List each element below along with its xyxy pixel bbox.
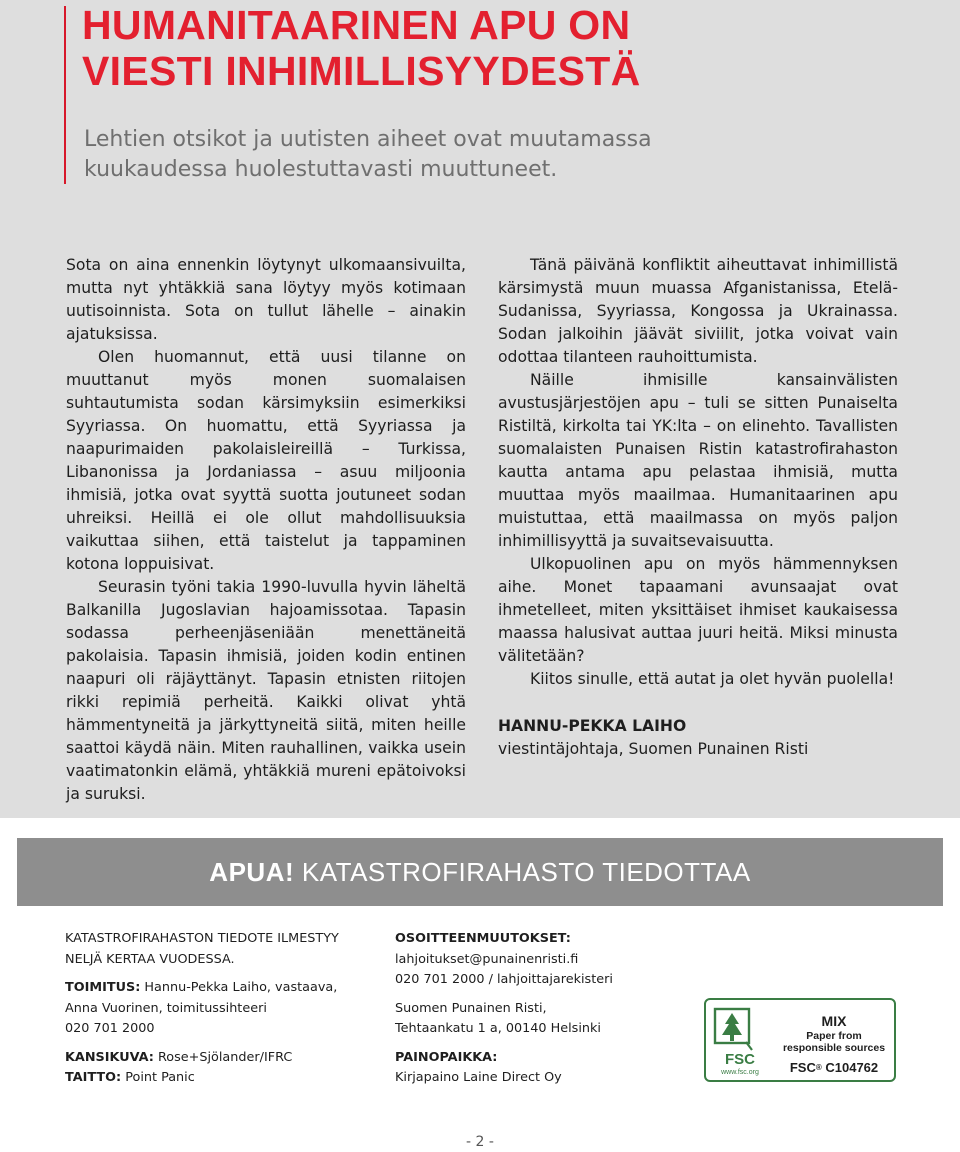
banner-text: KATASTROFIRAHASTO TIEDOTTAA <box>294 857 751 887</box>
address-email: lahjoitukset@punainenristi.fi <box>395 951 579 967</box>
editors-phone: 020 701 2000 <box>65 1021 155 1036</box>
fsc-mix: MIX <box>821 1013 847 1029</box>
headline-line-2: VIESTI INHIMILLISYYDESTÄ <box>82 48 641 94</box>
article-column-left <box>66 254 466 806</box>
page-number: - 2 - <box>466 1134 494 1150</box>
layout-value: Point Panic <box>121 1070 195 1085</box>
fsc-paper-line-2: responsible sources <box>782 1042 886 1054</box>
fsc-reg-mark: ® <box>815 1063 822 1072</box>
section-banner <box>17 838 943 906</box>
headline <box>82 2 640 94</box>
fsc-label <box>704 998 896 1082</box>
colophon-left <box>65 929 375 1089</box>
org-name: Suomen Punainen Risti, <box>395 1000 547 1016</box>
headline-line-1: HUMANITAARINEN APU ON <box>82 2 631 48</box>
address-label-text: OSOITTEENMUUTOKSET: <box>395 931 571 946</box>
print-label-text: PAINOPAIKKA: <box>395 1049 498 1065</box>
editors-label: TOIMITUS: <box>65 980 141 995</box>
paragraph: Kiitos sinulle, että autat ja olet hyvän puolella! <box>530 670 895 688</box>
paragraph: Näille ihmisille kansainvälisten avustusjärjestöjen apu – tuli se sitten Punaiselta Ristiltä, kirkolta tai YK:lta – on elinehto. Tavallisten suomalaisten Punaisen Ristin katastrofirahaston kautta antama apu pelastaa ihmisiä, mutta muuttaa myös maailmaa. Humanitaarinen apu muistuttaa, että maailmassa on myös paljon inhimillisyyttä ja suvaitsevaisuutta. <box>498 371 898 550</box>
lead-line-2: kuukaudessa huolestuttavasti muuttuneet. <box>84 157 558 182</box>
editors-line <box>65 978 375 999</box>
paragraph: Sota on aina ennenkin löytynyt ulkomaansivuilta, mutta nyt yhtäkkiä sana löytyy myös kotimaan uutisoinnista. Sota on tullut lähelle – ainakin ajatuksissa. <box>66 256 466 343</box>
banner-bold: APUA! <box>209 857 295 887</box>
address-phone: 020 701 2000 / lahjoittajarekisteri <box>395 972 613 987</box>
paragraph: Tänä päivänä konfliktit aiheuttavat inhimillistä kärsimystä muun muassa Afganistanissa, Etelä-Sudanissa, Syyriassa, Kongossa ja Ukrainassa. Sodan jalkoihin jäävät siviilit, jotka voivat vain odottaa tilanteen rauhoittumista. <box>498 256 898 366</box>
editors-line-2: Anna Vuorinen, toimitussihteeri <box>65 1000 267 1016</box>
cover-label: KANSIKUVA: <box>65 1049 154 1065</box>
issue-line: KATASTROFIRAHASTON TIEDOTE ILMESTYY <box>65 931 339 946</box>
print-value: Kirjapaino Laine Direct Oy <box>395 1070 562 1085</box>
issue-line: NELJÄ KERTAA VUODESSA. <box>65 951 235 967</box>
layout-credit <box>65 1068 375 1089</box>
fsc-text <box>778 1004 890 1076</box>
lead-line-1: Lehtien otsikot ja uutisten aiheet ovat muutamassa <box>84 127 652 152</box>
editors-value: Hannu-Pekka Laiho, vastaava, <box>140 980 338 995</box>
layout-label: TAITTO: <box>65 1070 122 1085</box>
signature-name: HANNU-PEKKA LAIHO <box>498 717 687 735</box>
print-label <box>395 1048 695 1069</box>
paragraph: Ulkopuolinen apu on myös hämmennyksen aihe. Monet tapaamani avunsaajat ovat ihmetelleet, miten yksittäiset ihmiset kaukaisessa maassa halusivat auttaa juuri heitä. Miksi minusta välitetään? <box>498 555 898 665</box>
paragraph: Seurasin työni takia 1990-luvulla hyvin läheltä Balkanilla Jugoslavian hajoamissotaa. Tapasin sodassa perheenjäseniään menettäneitä pakolaisia. Tapasin ihmisiä, joiden kodin entinen naapuri oli räjäyttänyt. Tapasin etnisten riitojen rikki repimiä perheitä. Kaikki olivat yhtä hämmentyneitä ja järkyttyneitä siitä, miten heille saattoi käydä näin. Miten rauhallinen, vaikka usein vaatimatonkin elämä, yhtäkkiä mureni epätoivoksi ja suruksi. <box>66 578 466 803</box>
fsc-paper-line-1: Paper from <box>806 1030 862 1042</box>
paragraph: Olen huomannut, että uusi tilanne on muuttanut myös monen suomalaisen suhtautumista sodan kärsimyksiin esimerkiksi Syyriassa. On huomattu, että Syyriassa ja naapurimaiden pakolaisleireillä – Turkissa, Libanonissa ja Jordaniassa – asuu miljoonia ihmisiä, jotka ovat syyttä suotta joutuneet sodan uhreiksi. Heillä ei ole ollut mahdollisuuksia vaikuttaa siihen, että taistelut ja tappaminen kotona loppuisivat. <box>66 348 466 573</box>
colophon-middle <box>395 929 695 1089</box>
signature <box>498 715 898 761</box>
fsc-logo-text: FSC <box>725 1051 755 1068</box>
headline-accent-bar <box>64 6 66 184</box>
cover-value: Rose+Sjölander/IFRC <box>153 1049 293 1065</box>
fsc-code-number: C104762 <box>821 1060 879 1075</box>
article-column-right <box>498 254 898 761</box>
fsc-brand: FSC <box>789 1060 816 1075</box>
fsc-code <box>778 1060 890 1076</box>
signature-role: viestintäjohtaja, Suomen Punainen Risti <box>498 740 809 758</box>
fsc-tree-logo-icon <box>710 1004 776 1076</box>
lead-text <box>84 125 652 185</box>
address-label <box>395 929 695 950</box>
org-street: Tehtaankatu 1 a, 00140 Helsinki <box>395 1021 601 1036</box>
cover-credit <box>65 1048 375 1069</box>
fsc-url: www.fsc.org <box>721 1069 759 1076</box>
